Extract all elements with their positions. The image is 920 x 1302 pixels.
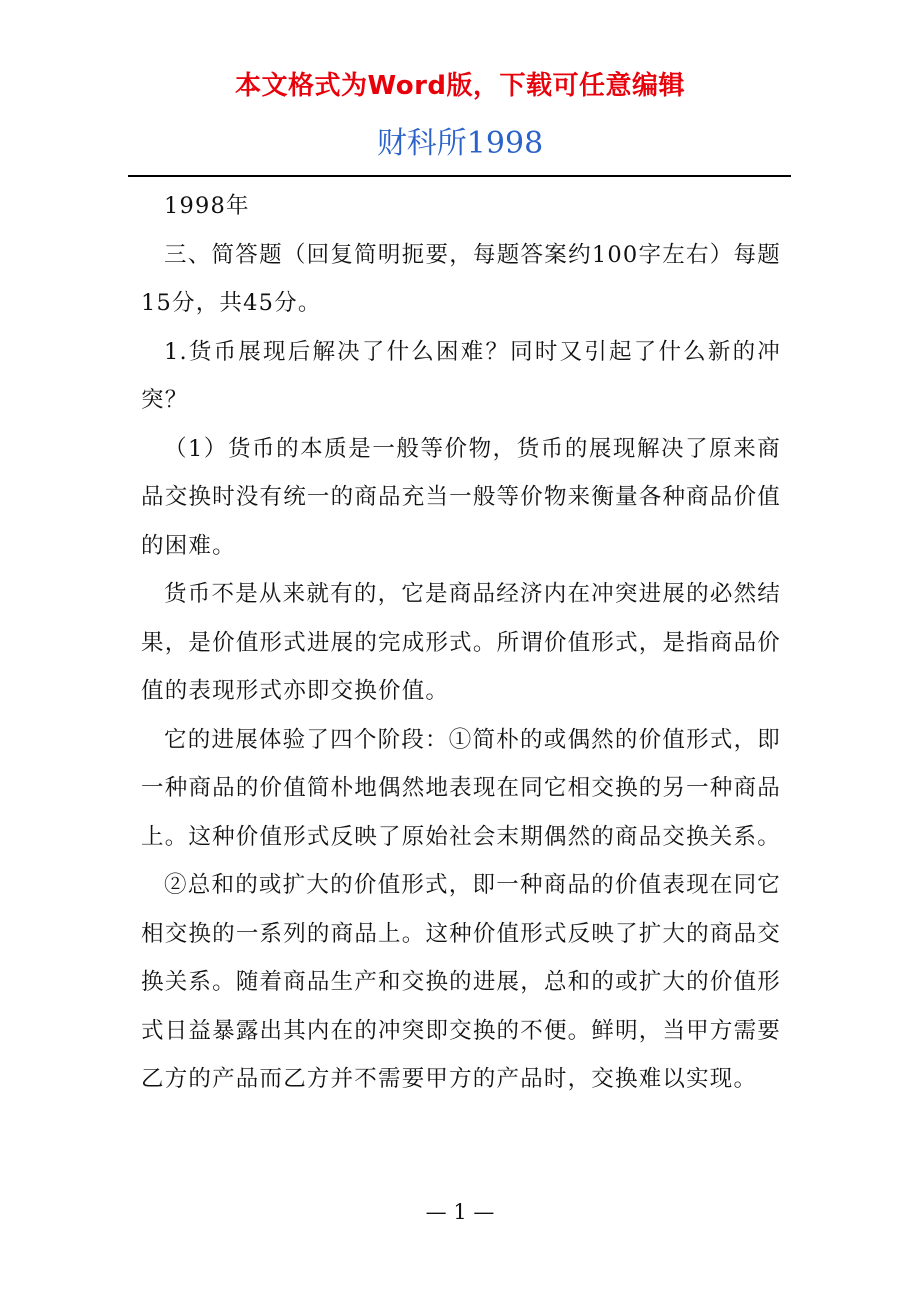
page-number: — 1 —	[425, 1200, 495, 1224]
year-line: 1998年	[164, 193, 250, 219]
answer-paragraph: 货币不是从来就有的，它是商品经济内在冲突进展的必然结果，是价值形式进展的完成形式。所谓价值形式，是指商品价值的表现形式亦即交换价值。	[141, 581, 781, 704]
title-divider	[128, 175, 791, 177]
answer-paragraph: （1）货币的本质是一般等价物，货币的展现解决了原来商品交换时没有统一的商品充当一般等价物来衡量各种商品价值的困难。	[141, 435, 781, 559]
question-1: 1.货币展现后解决了什么困难？同时又引起了什么新的冲突？	[141, 338, 781, 413]
section-heading: 三、简答题（回复简明扼要，每题答案约100字左右）每题15分，共45分。	[141, 241, 781, 316]
format-banner: 本文格式为Word版，下载可任意编辑	[234, 71, 686, 101]
answer-paragraph: 它的进展体验了四个阶段：①简朴的或偶然的价值形式，即一种商品的价值简朴地偶然地表现在同它相交换的另一种商品上。这种价值形式反映了原始社会末期偶然的商品交换关系。	[141, 726, 781, 850]
document-body	[141, 182, 781, 1104]
answer-paragraph: ②总和的或扩大的价值形式，即一种商品的价值表现在同它相交换的一系列的商品上。这种价值形式反映了扩大的商品交换关系。随着商品生产和交换的进展，总和的或扩大的价值形式日益暴露出其内在的冲突即交换的不便。鲜明，当甲方需要乙方的产品而乙方并不需要甲方的产品时，交换难以实现。	[141, 872, 781, 1092]
document-title: 财科所1998	[376, 126, 544, 161]
